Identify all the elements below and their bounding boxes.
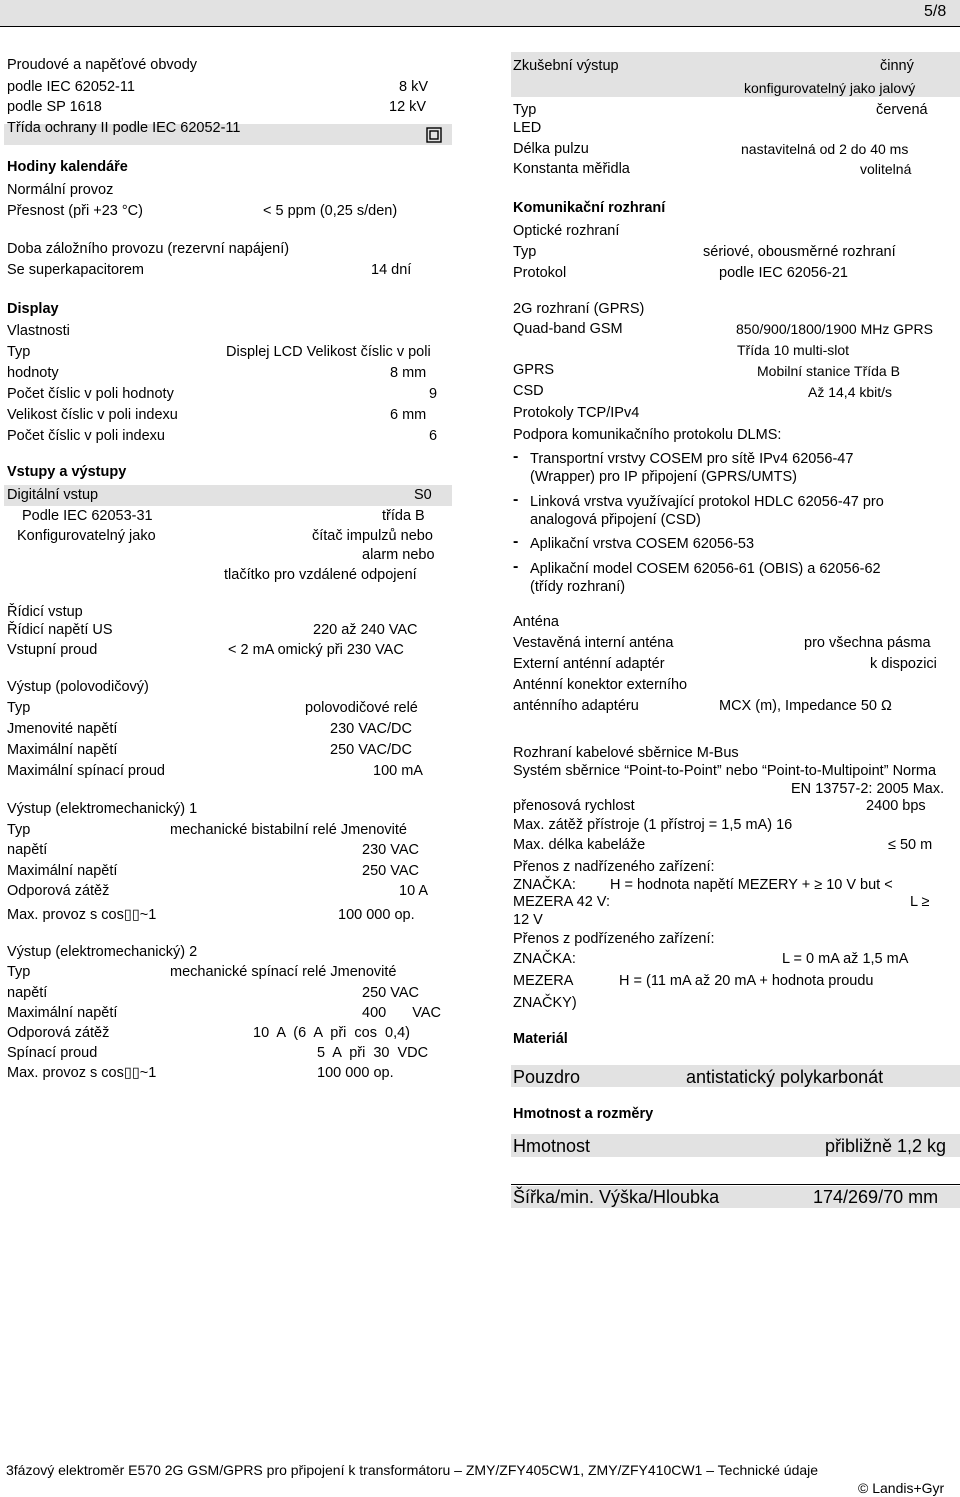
display-heading: Display [7,301,59,317]
em1-type-value: mechanické bistabilní relé Jmenovité [170,822,407,838]
dlms-label: Podpora komunikačního protokolu DLMS: [513,427,782,443]
dlms-item-2a: Linková vrstva využívající protokol HDLC 62056-47 pro [530,494,884,510]
em1-type-label: Typ [7,822,31,838]
external-adapter-label: Externí anténní adaptér [513,656,665,672]
em1-rated-voltage-label: napětí [7,842,48,858]
optical-type-label: Typ [513,244,537,260]
properties-label: Vlastnosti [7,323,70,339]
control-voltage-label: Řídicí napětí US [7,622,113,638]
master-space-label: MEZERA 42 V: [513,894,610,910]
dlms-item-4a: Aplikační model COSEM 62056-61 (OBIS) a 62056-62 [530,561,881,577]
configurable-value-2: alarm nebo [362,547,435,563]
iec-62053-label: Podle IEC 62053-31 [22,508,153,524]
led-label: LED [513,120,542,136]
antenna-adapter-label: anténního adaptéru [513,698,639,714]
em1-load-label: Odporová zátěž [7,883,110,899]
meter-constant-label: Konstanta měřidla [513,161,630,177]
external-adapter-value: k dispozici [870,656,937,672]
slave-space-value: H = (11 mA až 20 mA + hodnota proudu [619,973,874,989]
index-digit-count-value: 6 [429,428,438,444]
ss-max-current-label: Maximální spínací proud [7,763,165,779]
antenna-heading: Anténa [513,614,559,630]
configurable-value-3: tlačítko pro vzdálené odpojení [224,567,417,583]
em2-rated-voltage-value: 250 VAC [362,985,419,1001]
ss-rated-voltage-value: 230 VAC/DC [330,721,412,737]
em2-max-voltage-label: Maximální napětí [7,1005,118,1021]
em1-max-voltage-value: 250 VAC [362,863,419,879]
em1-rated-voltage-value: 230 VAC [362,842,419,858]
dlms-item-1a: Transportní vrstvy COSEM pro sítě IPv4 62056-47 [530,451,854,467]
weight-label: Hmotnost [513,1136,591,1156]
index-digit-count-label: Počet číslic v poli indexu [7,428,165,444]
dimensions-rule [511,1184,960,1185]
dlms-item-4b: (třídy rozhraní) [530,579,626,595]
accuracy-value: < 5 ppm (0,25 s/den) [263,203,398,219]
backup-label: Doba záložního provozu (rezervní napájení) [7,241,290,257]
size-label: Šířka/min. Výška/Hloubka [513,1187,720,1207]
master-mark-label: ZNAČKA: [513,877,576,893]
accuracy-label: Přesnost (při +23 °C) [7,203,143,219]
sp-label: podle SP 1618 [7,99,102,115]
footer-title: 3fázový elektroměr E570 2G GSM/GPRS pro připojení k transformátoru – ZMY/ZFY405CW1, ZMY/ZFY410CW1 – Technické údaje [6,1462,819,1478]
internal-antenna-value: pro všechna pásma [804,635,931,651]
optical-interface-label: Optické rozhraní [513,223,620,239]
index-digit-size-value: 6 mm [390,407,427,423]
dlms-item-1b: (Wrapper) pro IP připojení (GPRS/UMTS) [530,469,797,485]
quadband-value: 850/900/1800/1900 MHz GPRS [736,321,933,337]
iec-62053-value: třída B [382,508,425,524]
normal-operation-label: Normální provoz [7,182,114,198]
antenna-connector-label: Anténní konektor externího [513,677,688,693]
gprs-value: Mobilní stanice Třída B [757,363,900,379]
meter-constant-value: volitelná [860,161,912,177]
em2-current-label: Spínací proud [7,1045,98,1061]
iec-label: podle IEC 62052-11 [7,79,135,95]
master-space-threshold: 12 V [513,912,543,928]
device-load-label: Max. zátěž přístroje (1 přístroj = 1,5 mA) 16 [513,817,793,833]
tcpip-label: Protokoly TCP/IPv4 [513,405,640,421]
em2-type-label: Typ [7,964,31,980]
io-heading: Vstupy a výstupy [7,464,127,480]
slave-mark-value: L = 0 mA až 1,5 mA [782,951,909,967]
bullet-dash-3: - [513,533,519,550]
em2-ops-value: 100 000 op. [317,1065,394,1081]
test-output-label: Zkušební výstup [513,58,619,74]
optical-type-value: sériové, obousměrné rozhraní [703,244,896,260]
supercap-label: Se superkapacitorem [7,262,145,278]
em1-ops-value: 100 000 op. [338,907,415,923]
em1-ops-label: Max. provoz s cos▯▯~1 [7,907,157,923]
internal-antenna-label: Vestavěná interní anténa [513,635,674,651]
em2-heading: Výstup (elektromechanický) 2 [7,944,198,960]
control-voltage-value: 220 až 240 VAC [313,622,418,638]
dlms-item-2b: analogová připojení (CSD) [530,512,701,528]
slave-transfer-heading: Přenos z podřízeného zařízení: [513,931,715,947]
em1-heading: Výstup (elektromechanický) 1 [7,801,198,817]
display-type-value: Displej LCD Velikost číslic v poli [226,344,431,360]
slave-mark-label: ZNAČKA: [513,951,576,967]
material-heading: Materiál [513,1031,568,1047]
mbus-standard: EN 13757-2: 2005 Max. [791,781,945,797]
protocol-value: podle IEC 62056-21 [719,265,848,281]
weight-value: přibližně 1,2 kg [825,1136,947,1156]
cable-length-value: ≤ 50 m [888,837,933,853]
ss-max-voltage-label: Maximální napětí [7,742,118,758]
footer-copyright: © Landis+Gyr [858,1480,945,1496]
pulse-length-value: nastavitelná od 2 do 40 ms [741,141,909,157]
master-mark-value: H = hodnota napětí MEZERY + ≥ 10 V but < [610,877,893,893]
test-output-value: činný [880,58,914,74]
master-space-value: L ≥ [910,894,930,910]
digital-input-value: S0 [414,487,432,503]
value-digit-count-label: Počet číslic v poli hodnoty [7,386,174,402]
bullet-dash-2: - [513,491,519,508]
antenna-adapter-value: MCX (m), Impedance 50 Ω [719,698,892,714]
housing-value: antistatický polykarbonát [686,1067,884,1087]
pulse-length-label: Délka pulzu [513,141,589,157]
em1-max-voltage-label: Maximální napětí [7,863,118,879]
header-rule [0,26,960,27]
gprs-label: GPRS [513,362,555,378]
ss-type-label: Typ [7,700,31,716]
protocol-label: Protokol [513,265,567,281]
gprs-heading: 2G rozhraní (GPRS) [513,301,645,317]
iec-value: 8 kV [399,79,429,95]
em2-ops-label: Max. provoz s cos▯▯~1 [7,1065,157,1081]
em2-load-value: 10 A (6 A při cos 0,4) [253,1025,410,1041]
comm-heading: Komunikační rozhraní [513,200,666,216]
csd-value: Až 14,4 kbit/s [808,384,893,400]
em2-current-value: 5 A při 30 VDC [317,1045,429,1061]
em2-rated-voltage-label: napětí [7,985,48,1001]
em1-load-value: 10 A [399,883,429,899]
configurable-label: Konfigurovatelný jako [17,528,156,544]
ss-output-heading: Výstup (polovodičový) [7,679,149,695]
quadband-label: Quad-band GSM [513,321,623,337]
display-type-label: Typ [7,344,31,360]
size-value: 174/269/70 mm [813,1187,939,1207]
bullet-dash-1: - [513,448,519,465]
double-insulation-icon [426,127,442,143]
page-number: 5/8 [924,3,947,20]
page-header-band [0,0,960,26]
value-digit-count-value: 9 [429,386,438,402]
digital-input-label: Digitální vstup [7,487,99,503]
em2-max-voltage-value: 400 VAC [362,1005,441,1021]
protection-class-label: Třída ochrany II podle IEC 62052-11 [7,120,241,136]
sp-value: 12 kV [389,99,427,115]
configurable-value-1: čítač impulzů nebo [312,528,433,544]
value-digit-size-value: 8 mm [390,365,427,381]
input-current-value: < 2 mA omický při 230 VAC [228,642,404,658]
dlms-item-3a: Aplikační vrstva COSEM 62056-53 [530,536,755,552]
input-current-label: Vstupní proud [7,642,98,658]
bullet-dash-4: - [513,558,519,575]
mbus-heading: Rozhraní kabelové sběrnice M-Bus [513,745,739,761]
master-transfer-heading: Přenos z nadřízeného zařízení: [513,859,715,875]
cable-length-label: Max. délka kabeláže [513,837,646,853]
baud-rate-value: 2400 bps [866,798,926,814]
ss-rated-voltage-label: Jmenovité napětí [7,721,118,737]
clock-heading: Hodiny kalendáře [7,159,128,175]
led-type-label: Typ [513,102,537,118]
quadband-class: Třída 10 multi-slot [737,342,850,358]
circuits-label: Proudové a napěťové obvody [7,57,198,73]
value-digit-size-label: hodnoty [7,365,59,381]
index-digit-size-label: Velikost číslic v poli indexu [7,407,178,423]
csd-label: CSD [513,383,544,399]
control-input-label: Řídicí vstup [7,604,83,620]
test-output-value-2: konfigurovatelný jako jalový [744,80,916,96]
slave-space-label: MEZERA [513,973,574,989]
baud-rate-label: přenosová rychlost [513,798,635,814]
led-type-value: červená [876,102,928,118]
dimensions-heading: Hmotnost a rozměry [513,1106,654,1122]
slave-space-cont: ZNAČKY) [513,995,577,1011]
em2-type-value: mechanické spínací relé Jmenovité [170,964,397,980]
em2-load-label: Odporová zátěž [7,1025,110,1041]
supercap-value: 14 dní [371,262,412,278]
ss-type-value: polovodičové relé [305,700,418,716]
ss-max-voltage-value: 250 VAC/DC [330,742,412,758]
mbus-system: Systém sběrnice “Point-to-Point” nebo “Point-to-Multipoint” Norma [513,763,937,779]
ss-max-current-value: 100 mA [373,763,423,779]
housing-label: Pouzdro [513,1067,581,1087]
